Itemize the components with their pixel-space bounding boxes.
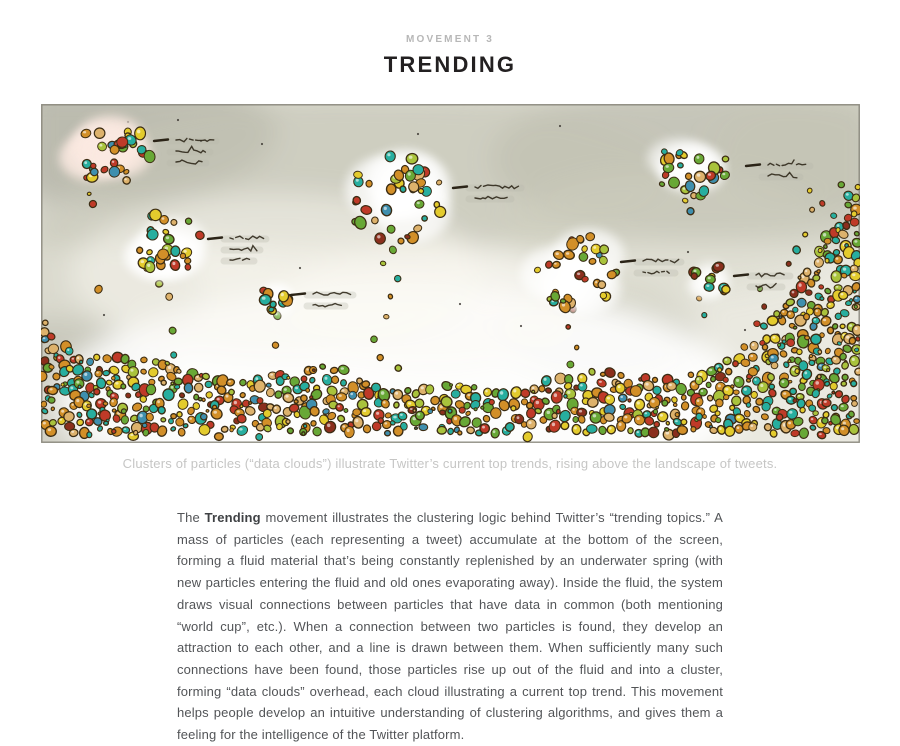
trending-illustration [41,104,860,443]
body-paragraph [177,507,723,746]
page-title: TRENDING [383,52,517,77]
paragraph-rest: movement illustrates the clustering logic behind Twitter’s “trending topics.” A mass of particles (each representing a tweet) accumulate at the bottom of the screen, forming a fluid material that’s being constantly replenished by an underwater spring (with new particles entering the fluid and old ones evaporating away). Inside the fluid, the system draws visual connections between particles that have data in common (both mentioning “world cup”, etc.). When a connection between two particles is found, they develop an attraction to each other, and a line is drawn between them. When sufficiently many such connections have been found, those particles rise up out of the fluid and into a cluster, forming “data clouds” overhead, each cloud illustrating a current top trend. This movement helps people develop an intuitive understanding of clustering algorithms, and gives them a feeling for the intelligence of the Twitter platform. [177,510,723,743]
data-cloud-cluster [687,261,730,298]
movement-kicker: MOVEMENT 3 [405,34,495,45]
illustration-caption: Clusters of particles (“data clouds”) illustrate Twitter’s current top trends, rising above the landscape of tweets. [122,456,778,471]
illustration-svg [41,104,860,443]
paragraph-lead: The [177,510,205,525]
paragraph-bold-term: Trending [204,510,261,525]
